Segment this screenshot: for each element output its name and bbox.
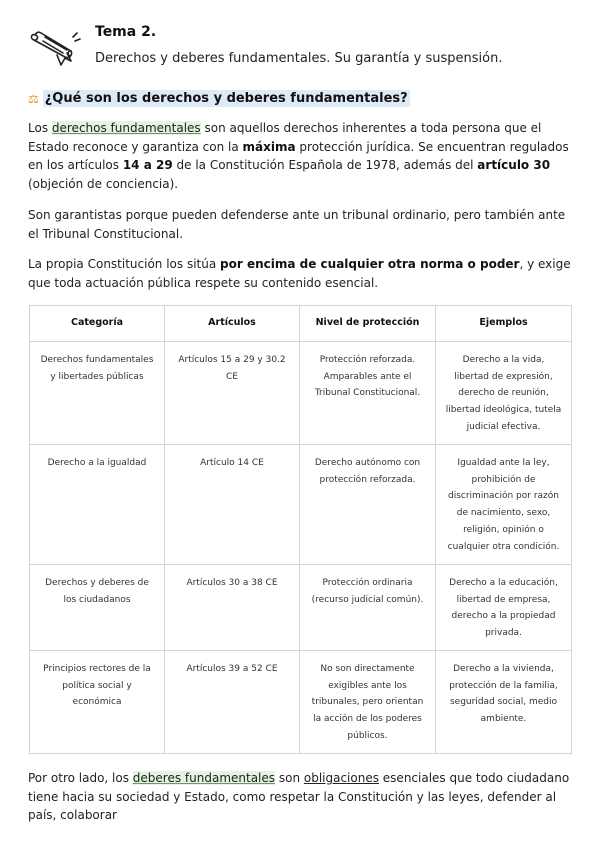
page-title: Tema 2. [95,24,157,40]
table-row [30,342,572,445]
header-articulos: Artículos [165,306,300,342]
header-ejemplos: Ejemplos [436,306,572,342]
table-cell: Derechos fundamentales y libertades públicas [30,342,165,445]
table-cell: Artículos 15 a 29 y 30.2 CE [165,342,300,445]
table-cell: No son directamente exigibles ante los tribunales, pero orientan la acción de los poderes públicos. [300,651,436,754]
table-cell: Derecho a la vivienda, protección de la familia, seguridad social, medio ambiente. [436,651,572,754]
table-cell: Principios rectores de la política social y económica [30,651,165,754]
rights-table [29,305,572,754]
derechos-fundamentales-link[interactable]: derechos fundamentales [51,121,201,135]
page-subtitle: Derechos y deberes fundamentales. Su garantía y suspensión. [95,51,503,66]
section-heading [28,90,410,107]
header-nivel: Nivel de protección [300,306,436,342]
header-categoria: Categoría [30,306,165,342]
deberes-fundamentales-link[interactable]: deberes fundamentales [132,771,276,785]
section-heading-text: ¿Qué son los derechos y deberes fundamentales? [44,91,408,106]
scroll-icon [27,25,81,67]
paragraph-garantistas: Son garantistas porque pueden defenderse ante un tribunal ordinario, pero también ante el Tribunal Constitucional. [28,208,566,241]
table-cell: Derecho autónomo con protección reforzada. [300,445,436,565]
table-cell: Artículos 30 a 38 CE [165,565,300,651]
obligaciones-term: obligaciones [303,771,379,785]
paragraph-deberes: Por otro lado, los deberes fundamentales son obligaciones esenciales que todo ciudadano tiene hacia su sociedad y Estado, como respetar la Constitución y las leyes, defender al país, colaborar [28,771,570,822]
paragraph-definition: Los derechos fundamentales son aquellos derechos inherentes a toda persona que el Estado reconoce y garantiza con la máxima protección jurídica. Se encuentran regulados en los artículos 14 a 29 de la Constitución Española de 1978, además del artículo 30 (objeción de conciencia). [28,121,569,191]
table-cell: Artículos 39 a 52 CE [165,651,300,754]
table-cell: Artículo 14 CE [165,445,300,565]
table-cell: Igualdad ante la ley, prohibición de discriminación por razón de nacimiento, sexo, religión, opinión o cualquier otra condición. [436,445,572,565]
table-row [30,565,572,651]
table-cell: Protección ordinaria (recurso judicial común). [300,565,436,651]
paragraph-supremacia: La propia Constitución los sitúa por encima de cualquier otra norma o poder, y exige que toda actuación pública respete su contenido esencial. [28,257,571,290]
table-row [30,445,572,565]
table-cell: Derecho a la igualdad [30,445,165,565]
table-cell: Derecho a la educación, libertad de empresa, derecho a la propiedad privada. [436,565,572,651]
table-cell: Derechos y deberes de los ciudadanos [30,565,165,651]
table-cell: Protección reforzada. Amparables ante el Tribunal Constitucional. [300,342,436,445]
table-cell: Derecho a la vida, libertad de expresión, derecho de reunión, libertad ideológica, tutela judicial efectiva. [436,342,572,445]
scales-icon: ⚖ [28,91,39,106]
table-header-row [30,306,572,342]
table-row [30,651,572,754]
